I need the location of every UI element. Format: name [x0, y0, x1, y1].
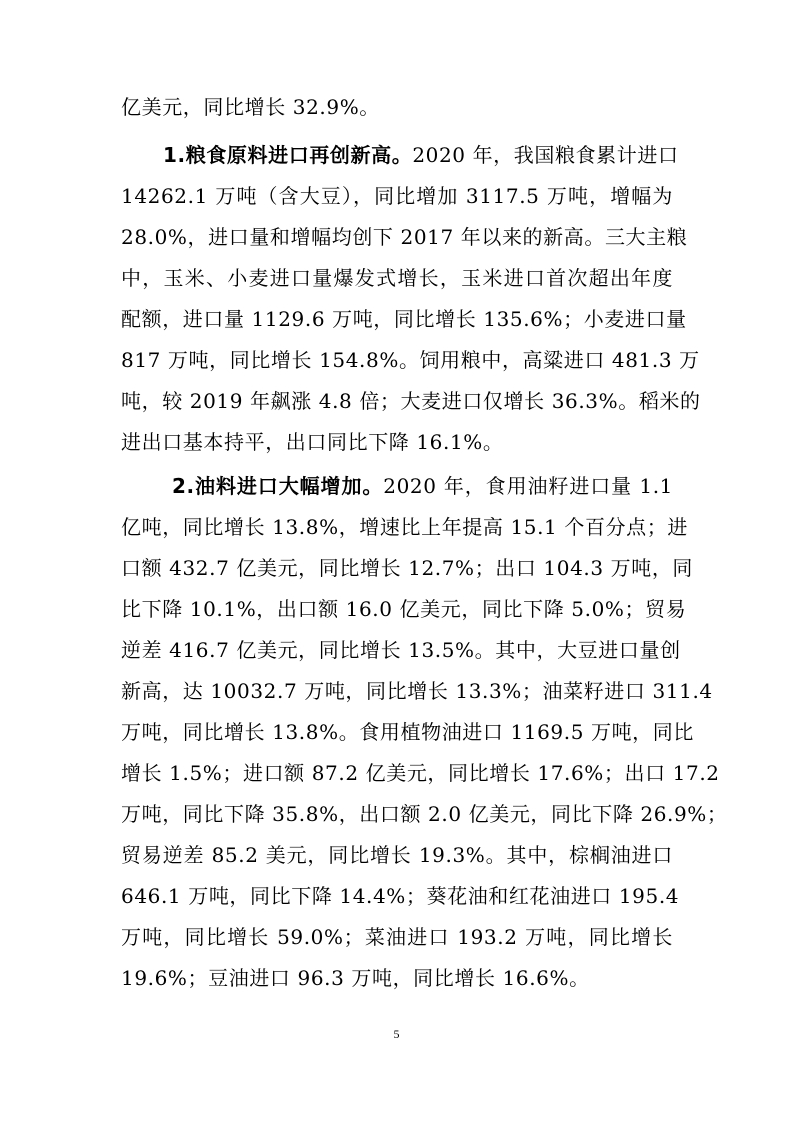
text-line: 新高，达 10032.7 万吨，同比增长 13.3%；油菜籽进口 311.4 [121, 679, 713, 703]
text-line: 28.0%，进口量和增幅均创下 2017 年以来的新高。三大主粮 [121, 225, 688, 249]
text-line: 万吨，同比下降 35.8%，出口额 2.0 亿美元，同比下降 26.9%； [121, 802, 728, 826]
section-heading-grain-imports: 1.粮食原料进口再创新高。 [163, 143, 413, 167]
text-line: 逆差 416.7 亿美元，同比增长 13.5%。其中，大豆进口量创 [121, 638, 681, 662]
text-fragment: 2020 年，食用油籽进口量 1.1 [383, 474, 673, 498]
text-line: 中，玉米、小麦进口量爆发式增长，玉米进口首次超出年度 [121, 266, 673, 290]
text-fragment: 2020 年，我国粮食累计进口 [412, 143, 679, 167]
text-line: 万吨，同比增长 59.0%；菜油进口 193.2 万吨，同比增长 [121, 925, 673, 949]
text-line: 吨，较 2019 年飙涨 4.8 倍；大麦进口仅增长 36.3%。稻米的 [121, 389, 701, 413]
page-number: 5 [393, 1027, 400, 1041]
text-line: 亿吨，同比增长 13.8%，增速比上年提高 15.1 个百分点；进 [121, 515, 688, 539]
text-line: 增长 1.5%；进口额 87.2 亿美元，同比增长 17.6%；出口 17.2 [121, 761, 720, 785]
paragraph-2-first-line [172, 474, 673, 498]
text-line: 亿美元，同比增长 32.9%。 [121, 95, 380, 119]
text-line: 646.1 万吨，同比下降 14.4%；葵花油和红花油进口 195.4 [121, 884, 680, 908]
text-line: 贸易逆差 85.2 美元，同比增长 19.3%。其中，棕榈油进口 [121, 843, 673, 867]
paragraph-1-first-line [163, 143, 679, 167]
text-line: 万吨，同比增长 13.8%。食用植物油进口 1169.5 万吨，同比 [121, 720, 694, 744]
text-line: 口额 432.7 亿美元，同比增长 12.7%；出口 104.3 万吨，同 [121, 556, 694, 580]
text-line: 配额，进口量 1129.6 万吨，同比增长 135.6%；小麦进口量 [121, 307, 687, 331]
text-line: 19.6%；豆油进口 96.3 万吨，同比增长 16.6%。 [121, 966, 590, 990]
text-line: 比下降 10.1%，出口额 16.0 亿美元，同比下降 5.0%；贸易 [121, 597, 687, 621]
section-heading-oilseed-imports: 2.油料进口大幅增加。 [172, 474, 384, 498]
text-line: 14262.1 万吨（含大豆），同比增加 3117.5 万吨，增幅为 [121, 184, 673, 208]
text-line: 817 万吨，同比增长 154.8%。饲用粮中，高粱进口 481.3 万 [121, 348, 700, 372]
text-line: 进出口基本持平，出口同比下降 16.1%。 [121, 430, 504, 454]
